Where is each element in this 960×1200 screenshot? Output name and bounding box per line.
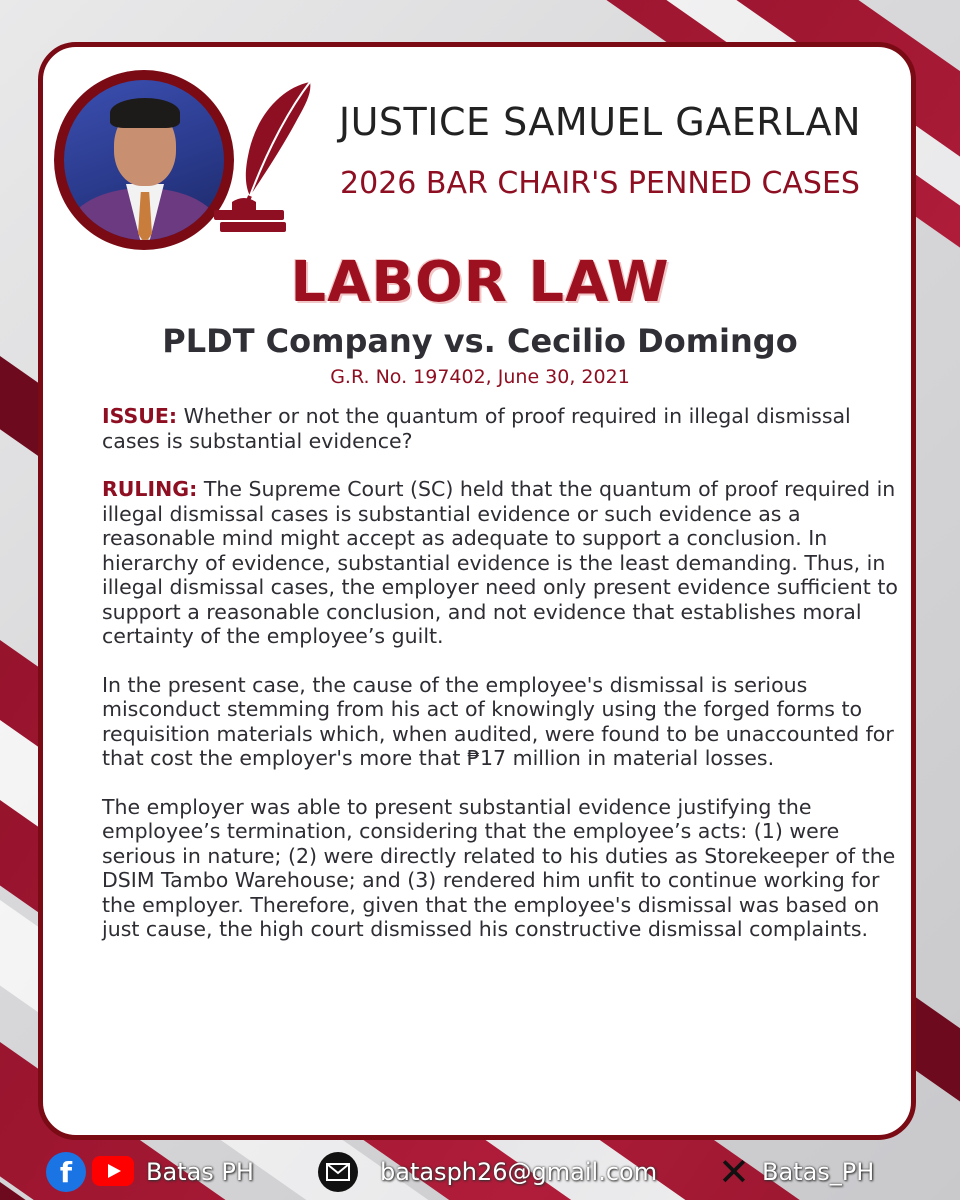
ruling-paragraph [102,477,902,649]
series-subtitle: 2026 BAR CHAIR'S PENNED CASES [340,166,860,201]
portrait-frame [54,70,234,250]
case-digest-body [102,404,902,966]
ruling-label: RULING: [102,477,198,501]
youtube-icon[interactable] [92,1156,134,1186]
subject-heading: LABOR LAW [290,250,670,315]
email-address[interactable]: batasph26@gmail.com [380,1158,658,1186]
social-name[interactable]: Batas PH [146,1158,254,1186]
issue-label: ISSUE: [102,404,178,428]
footer-bar [0,1148,960,1200]
justice-portrait [64,80,224,240]
x-handle[interactable]: Batas_PH [762,1158,875,1186]
justice-name: JUSTICE SAMUEL GAERLAN [338,100,862,144]
x-icon[interactable]: ✕ [718,1150,750,1194]
conclusion-paragraph: The employer was able to present substantial evidence justifying the employee’s termination, considering that the employee’s acts: (1) were serious in nature; (2) were directly related to his duties as Storekeeper of the DSIM Tambo Warehouse; and (3) rendered him unfit to continue working for the employer. Therefore, given that the employee's dismissal was based on just cause, the high court dismissed his constructive dismissal complaints. [102,794,896,941]
case-title: PLDT Company vs. Cecilio Domingo [162,322,798,360]
facebook-icon[interactable]: f [46,1152,86,1192]
ruling-text: The Supreme Court (SC) held that the quantum of proof required in illegal dismissal cases is substantial evidence or such evidence as a reasonable mind might accept as adequate to support a conclusion. In hierarchy of evidence, substantial evidence is the least demanding. Thus, in illegal dismissal cases, the employer need only present evidence sufficient to support a reasonable conclusion, and not evidence that establishes moral certainty of the employee’s guilt. [102,477,898,648]
analysis-paragraph: In the present case, the cause of the employee's dismissal is serious misconduct stemming from his act of knowingly using the forged forms to requisition materials which, when audited, were found to be unaccounted for that cost the employer's more that ₱17 million in material losses. [102,672,894,770]
issue-text: Whether or not the quantum of proof required in illegal dismissal cases is substantial evidence? [102,404,851,453]
issue-paragraph [102,404,902,453]
case-gr-number: G.R. No. 197402, June 30, 2021 [330,366,630,388]
mail-icon[interactable] [318,1152,358,1192]
